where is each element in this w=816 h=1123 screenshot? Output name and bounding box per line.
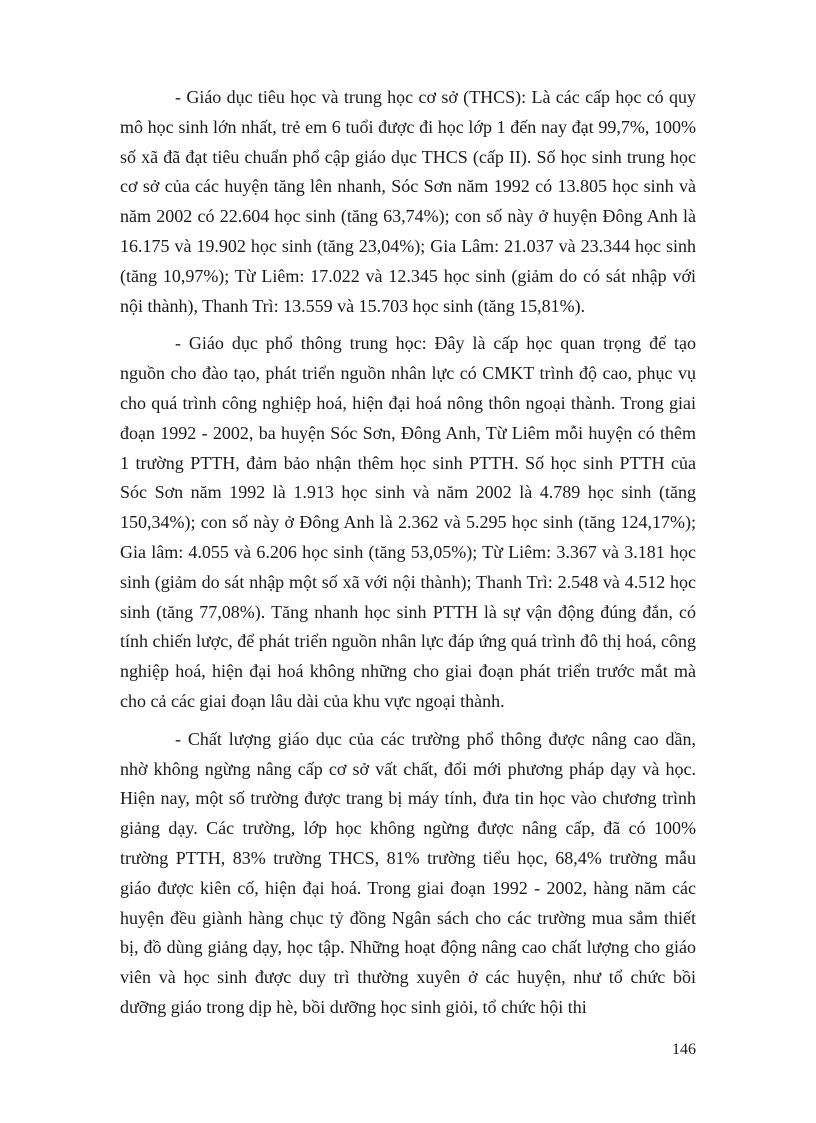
document-body [120, 83, 696, 1031]
paragraph-high-school-education: - Giáo dục phổ thông trung học: Đây là cấp học quan trọng để tạo nguồn cho đào tạo, phát triển nguồn nhân lực có CMKT trình độ cao, phục vụ cho quá trình công nghiệp hoá, hiện đại hoá nông thôn ngoại thành. Trong giai đoạn 1992 - 2002, ba huyện Sóc Sơn, Đông Anh, Từ Liêm mỗi huyện có thêm 1 trường PTTH, đảm bảo nhận thêm học sinh PTTH. Số học sinh PTTH của Sóc Sơn năm 1992 là 1.913 học sinh và năm 2002 là 4.789 học sinh (tăng 150,34%); con số này ở Đông Anh là 2.362 và 5.295 học sinh (tăng 124,17%); Gia lâm: 4.055 và 6.206 học sinh (tăng 53,05%); Từ Liêm: 3.367 và 3.181 học sinh (giảm do sát nhập một số xã với nội thành); Thanh Trì: 2.548 và 4.512 học sinh (tăng 77,08%). Tăng nhanh học sinh PTTH là sự vận động đúng đắn, có tính chiến lược, để phát triển nguồn nhân lực đáp ứng quá trình đô thị hoá, công nghiệp hoá, hiện đại hoá không những cho giai đoạn phát triển trước mắt mà cho cả các giai đoạn lâu dài của khu vực ngoại thành. [120, 333, 696, 711]
paragraph-primary-secondary-education: - Giáo dục tiêu học và trung học cơ sở (THCS): Là các cấp học có quy mô học sinh lớn nhất, trẻ em 6 tuổi được đi học lớp 1 đến nay đạt 99,7%, 100% số xã đã đạt tiêu chuẩn phổ cập giáo dục THCS (cấp II). Số học sinh trung học cơ sở của các huyện tăng lên nhanh, Sóc Sơn năm 1992 có 13.805 học sinh và năm 2002 có 22.604 học sinh (tăng 63,74%); con số này ở huyện Đông Anh là 16.175 và 19.902 học sinh (tăng 23,04%); Gia Lâm: 21.037 và 23.344 học sinh (tăng 10,97%); Từ Liêm: 17.022 và 12.345 học sinh (giảm do có sát nhập với nội thành), Thanh Trì: 13.559 và 15.703 học sinh (tăng 15,81%). [120, 87, 696, 316]
page-number: 146 [672, 1041, 696, 1058]
paragraph-education-quality: - Chất lượng giáo dục của các trường phổ thông được nâng cao dần, nhờ không ngừng nâng cấp cơ sở vất chất, đổi mới phương pháp dạy và học. Hiện nay, một số trường được trang bị máy tính, đưa tin học vào chương trình giảng dạy. Các trường, lớp học không ngừng được nâng cấp, đã có 100% trường PTTH, 83% trường THCS, 81% trường tiểu học, 68,4% trường mẫu giáo được kiên cố, hiện đại hoá. Trong giai đoạn 1992 - 2002, hàng năm các huyện đều giành hàng chục tỷ đồng Ngân sách cho các trường mua sắm thiết bị, đồ dùng giảng dạy, học tập. Những hoạt động nâng cao chất lượng cho giáo viên và học sinh được duy trì thường xuyên ở các huyện, như tổ chức bồi dưỡng giáo trong dịp hè, bồi dưỡng học sinh giỏi, tổ chức hội thi [120, 728, 696, 1017]
